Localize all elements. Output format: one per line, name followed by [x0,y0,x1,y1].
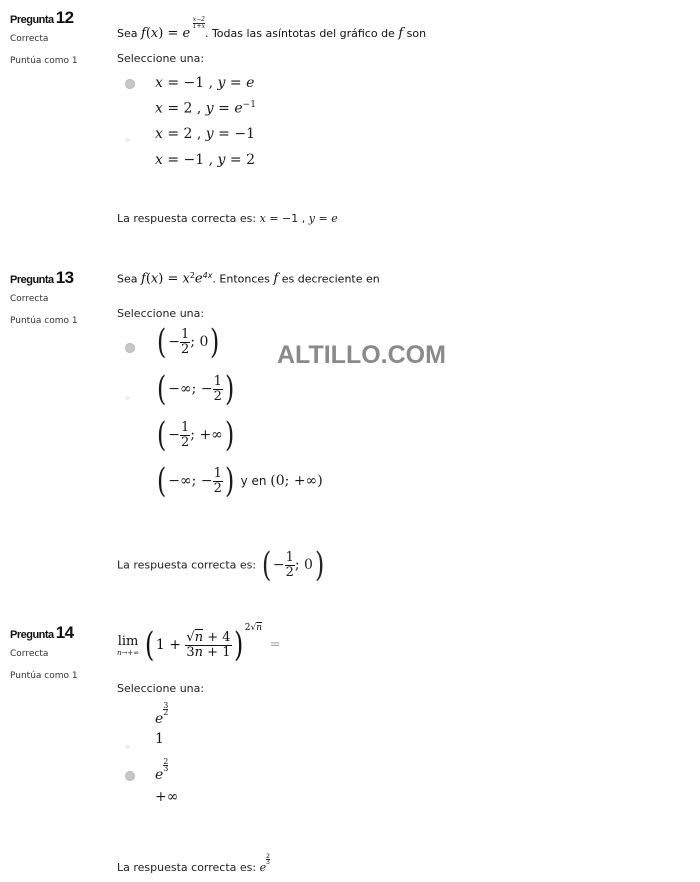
question-state: Correcta [10,649,49,659]
question-state: Correcta [10,294,49,304]
option-label: x = −1 , y = e [155,75,255,91]
option-label: x = 2 , $y = e^{-1}$ [155,100,256,117]
question-info [10,8,105,66]
question-grade: Puntúa como 1 [10,56,78,66]
select-label: Seleccione una: [117,682,205,695]
question-info [10,623,105,681]
select-label: Seleccione una: [117,52,205,65]
question-info [10,268,105,326]
radio-button[interactable] [125,745,130,749]
question-state: Correcta [10,34,49,44]
question-prompt: lim n→+∞ ( 1 + $\frac{√n + 4}{3n + 1}$ ) $^{2√n}$ = [117,623,281,665]
radio-button[interactable] [125,771,135,781]
question-prompt: Sea f(x) = e $^{\frac{x-2}{1+x}}$ . Todas las asíntotas del gráfico de f son [117,16,427,41]
question-title: Pregunta 12 [10,8,74,27]
correct-answer: La respuesta correcta es: e $^{\frac{2}{3}}$ [117,853,270,874]
option-label: e $^{\frac{2}{3}}$ [155,757,169,783]
option-label: x = −1 , y = 2 [155,152,255,168]
question-grade: Puntúa como 1 [10,671,78,681]
option-label: ( −∞; − $\frac{1}{2}$ ) y en (0; +∞) [156,461,323,501]
option-label: e $^{\frac{3}{2}}$ [155,701,169,727]
question-title: Pregunta 14 [10,623,74,642]
radio-button[interactable] [125,138,130,142]
watermark: ALTILLO.COM [277,341,446,369]
option-label: ( −∞; − $\frac{1}{2}$ ) [156,369,235,409]
radio-button[interactable] [125,79,135,89]
option-label: x = 2 , y = −1 [155,126,255,142]
question-prompt: Sea $f(x) = x^2e^{4x}$. Entonces f es decreciente en [117,271,380,287]
question-title: Pregunta 13 [10,268,74,287]
radio-button[interactable] [125,343,135,353]
option-label: 1 [155,731,164,747]
correct-answer: La respuesta correcta es: ( − $\frac{1}{2}$ ; 0) [117,545,325,585]
option-label: ( − $\frac{1}{2}$ ; +∞) [156,415,235,455]
question-grade: Puntúa como 1 [10,316,78,326]
correct-answer: La respuesta correcta es: x = −1 , y = e [117,212,338,225]
select-label: Seleccione una: [117,307,205,320]
option-label: ( − $\frac{1}{2}$ ; 0) [156,322,220,362]
option-label: +∞ [155,789,179,805]
radio-button[interactable] [125,396,130,400]
